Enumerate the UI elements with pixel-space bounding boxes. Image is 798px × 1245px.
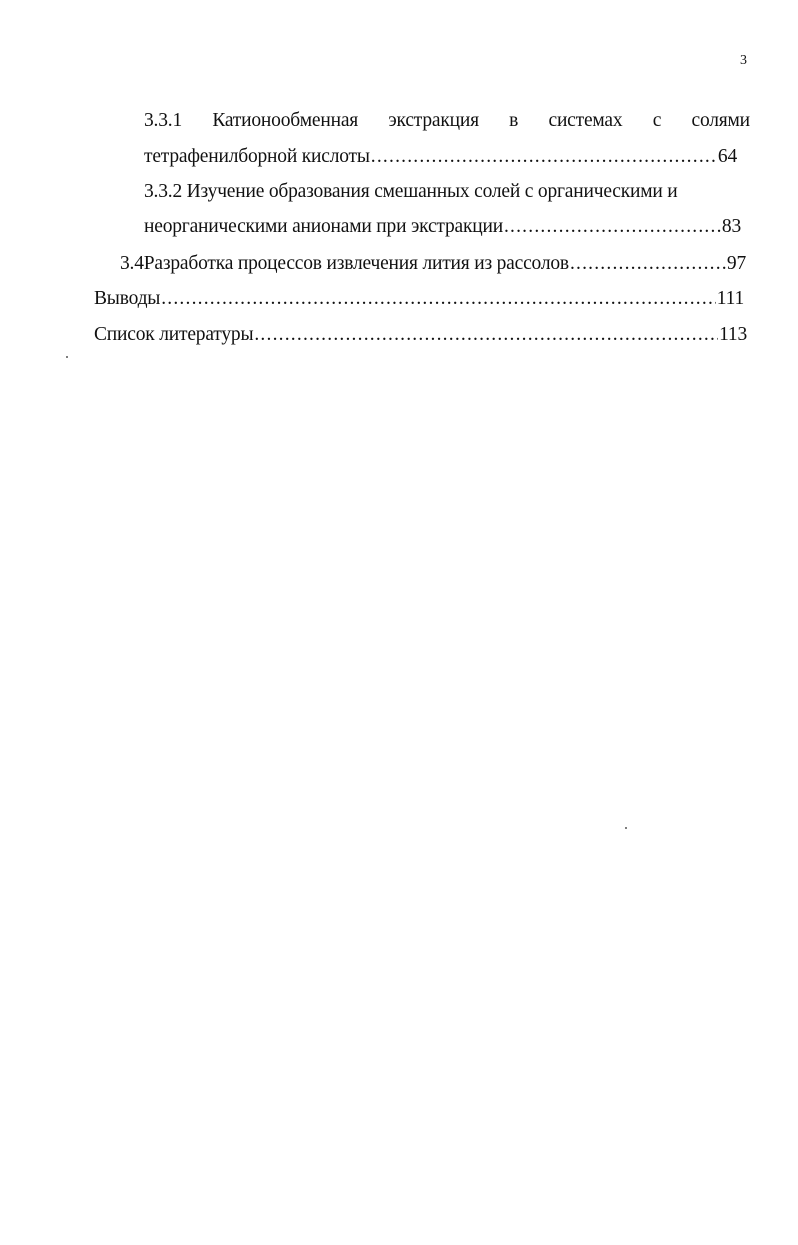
- toc-item-title: Разработка процессов извлечения лития из рассолов: [143, 253, 569, 274]
- toc-word: системах: [548, 110, 623, 131]
- toc-word: с: [652, 110, 662, 131]
- toc-item-3-3-2-line2: [144, 215, 741, 239]
- dot-leader: [254, 323, 718, 347]
- toc-item-3-3-1-line2: [144, 145, 737, 169]
- page-number: 3: [740, 53, 747, 68]
- toc-page-number: 97: [726, 253, 746, 274]
- toc-page-number: 111: [716, 288, 744, 309]
- toc-item-title: тетрафенилборной кислоты: [144, 146, 370, 167]
- scan-speck: [625, 827, 627, 829]
- dot-leader: [161, 287, 716, 311]
- dot-leader: [371, 145, 717, 169]
- toc-item-title: Выводы: [94, 288, 161, 309]
- toc-item-3-3-2-line1: 3.3.2 Изучение образования смешанных солей с органическими и: [144, 181, 678, 202]
- toc-page-number: 113: [719, 324, 747, 345]
- toc-item-number: 3.4: [120, 253, 144, 274]
- toc-word: в: [509, 110, 519, 131]
- toc-page-number: 64: [717, 146, 737, 167]
- toc-word: солями: [691, 110, 750, 131]
- dot-leader: [504, 215, 721, 239]
- toc-item-3-4: [120, 252, 746, 276]
- toc-word: экстракция: [388, 110, 479, 131]
- scan-speck: [66, 356, 68, 358]
- toc-item-title: Список литературы: [94, 324, 254, 345]
- toc-item-references: [94, 323, 747, 347]
- toc-page-number: 83: [721, 216, 741, 237]
- toc-word: Катионообменная: [212, 110, 359, 131]
- dot-leader: [570, 252, 726, 276]
- toc-item-3-3-1-line1: [144, 109, 750, 133]
- toc-item-conclusions: [94, 287, 744, 311]
- toc-item-number: 3.3.1: [144, 110, 183, 131]
- toc-item-title: неорганическими анионами при экстракции: [144, 216, 503, 237]
